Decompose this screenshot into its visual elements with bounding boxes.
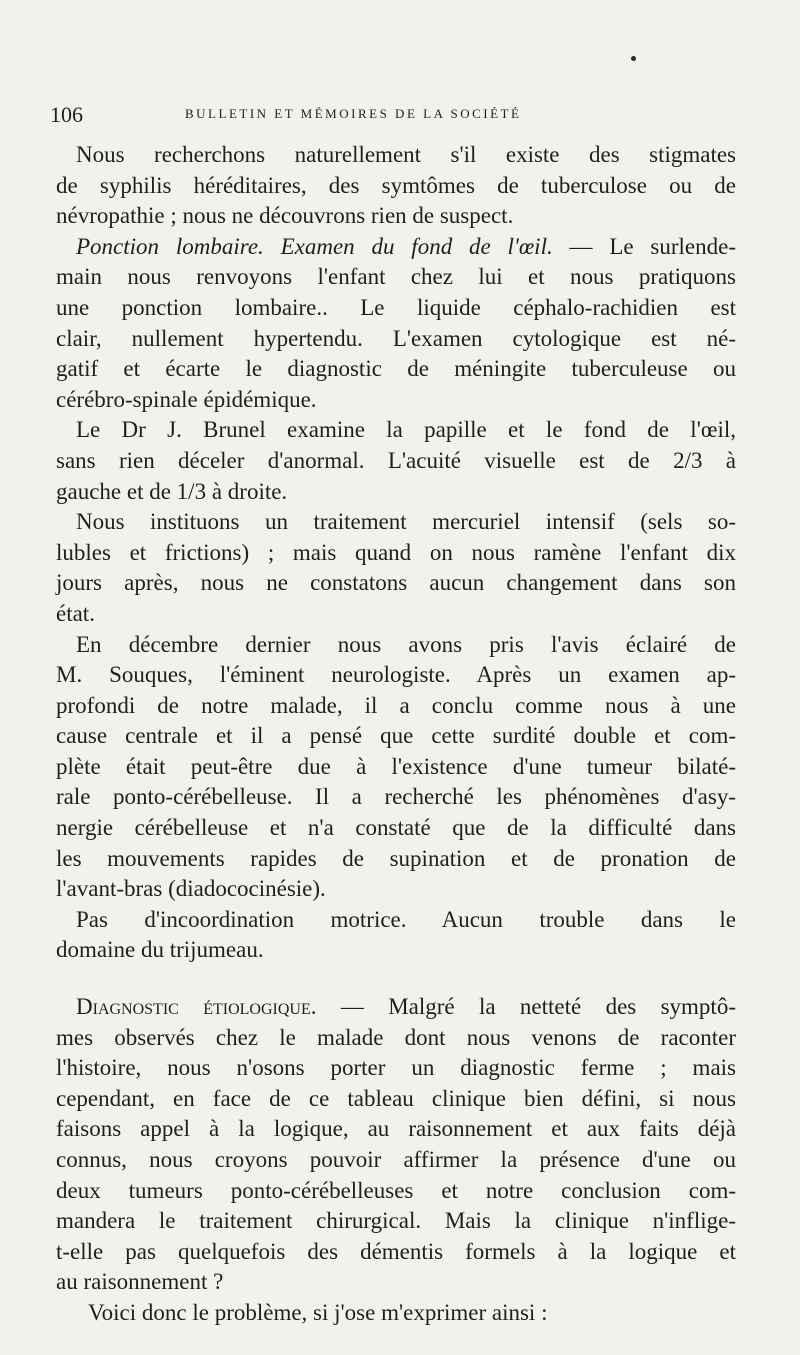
text-fragment: — Malgré la netteté des symptô-: [316, 994, 736, 1020]
text-line: M. Souques, l'éminent neurologiste. Après un examen ap-: [56, 662, 736, 688]
text-line: état.: [56, 600, 95, 626]
text-line: cérébro-spinale épidémique.: [56, 386, 317, 412]
text-line: plète était peut-être due à l'existence d'une tumeur bilaté-: [56, 753, 736, 779]
text-line: mes observés chez le malade dont nous venons de raconter: [56, 1024, 736, 1050]
text-line: l'histoire, nous n'osons porter un diagnostic ferme ; mais: [56, 1055, 736, 1081]
text-line: Pas d'incoordination motrice. Aucun trouble dans le: [76, 906, 736, 932]
section-gap: [56, 966, 736, 992]
text-line: gauche et de 1/3 à droite.: [56, 478, 288, 504]
text-line: clair, nullement hypertendu. L'examen cytologique est né-: [56, 325, 736, 351]
text-line: sans rien déceler d'anormal. L'acuité visuelle est de 2/3 à: [56, 447, 736, 473]
text-line: Le Dr J. Brunel examine la papille et le fond de l'œil,: [76, 417, 736, 443]
text-line: cause centrale et il a pensé que cette surdité double et com-: [56, 723, 736, 749]
text-line: Nous instituons un traitement mercuriel intensif (sels so-: [76, 509, 736, 535]
page-number: 106: [50, 102, 83, 127]
section-heading-diagnostic: Diagnostic étiologique.: [76, 994, 317, 1020]
text-line: deux tumeurs ponto-cérébelleuses et notre conclusion com-: [56, 1177, 736, 1203]
text-line: au raisonnement ?: [56, 1269, 224, 1295]
text-line: Voici donc le problème, si j'ose m'exprimer ainsi :: [88, 1299, 548, 1325]
page-body: [56, 140, 736, 1329]
ink-dot: [631, 56, 636, 61]
text-line: cependant, en face de ce tableau clinique bien défini, si nous: [56, 1085, 736, 1111]
text-line: nergie cérébelleuse et n'a constaté que de la difficulté dans: [56, 815, 736, 841]
text-line: les mouvements rapides de supination et de pronation de: [56, 845, 736, 871]
text-line: rale ponto-cérébelleuse. Il a recherché les phénomènes d'asy-: [56, 784, 736, 810]
text-line: mandera le traitement chirurgical. Mais la clinique n'inflige-: [56, 1208, 736, 1234]
section-heading-ponction: Ponction lombaire. Examen du fond de l'œil.: [76, 233, 553, 259]
text-line: main nous renvoyons l'enfant chez lui et nous pratiquons: [56, 264, 736, 290]
text-line: t-elle pas quelquefois des démentis formels à la logique et: [56, 1238, 736, 1264]
text-line: domaine du trijumeau.: [56, 937, 264, 963]
text-line: Nous recherchons naturellement s'il existe des stigmates: [76, 142, 736, 167]
text-line: connus, nous croyons pouvoir affirmer la présence d'une ou: [56, 1147, 736, 1172]
page-header: [50, 102, 740, 126]
text-line: jours après, nous ne constatons aucun changement dans son: [56, 570, 736, 596]
running-title: BULLETIN ET MÉMOIRES DE LA SOCIÉTÉ: [185, 106, 522, 121]
text-line: [56, 992, 736, 1023]
text-fragment: — Le surlende-: [552, 233, 736, 259]
text-line: gatif et écarte le diagnostic de méningite tuberculeuse ou: [56, 356, 736, 382]
text-line: profondi de notre malade, il a conclu comme nous à une: [56, 692, 736, 718]
text-line: névropathie ; nous ne découvrons rien de suspect.: [56, 203, 514, 229]
text-line: faisons appel à la logique, au raisonnement et aux faits déjà: [56, 1116, 736, 1142]
text-line: lubles et frictions) ; mais quand on nous ramène l'enfant dix: [56, 539, 736, 565]
text-line: une ponction lombaire.. Le liquide céphalo-rachidien est: [56, 294, 736, 320]
text-line: En décembre dernier nous avons pris l'avis éclairé de: [76, 631, 736, 657]
text-line: de syphilis héréditaires, des symtômes de tuberculose ou de: [56, 172, 736, 198]
text-line: [56, 232, 736, 263]
text-line: l'avant-bras (diadococinésie).: [56, 876, 326, 902]
